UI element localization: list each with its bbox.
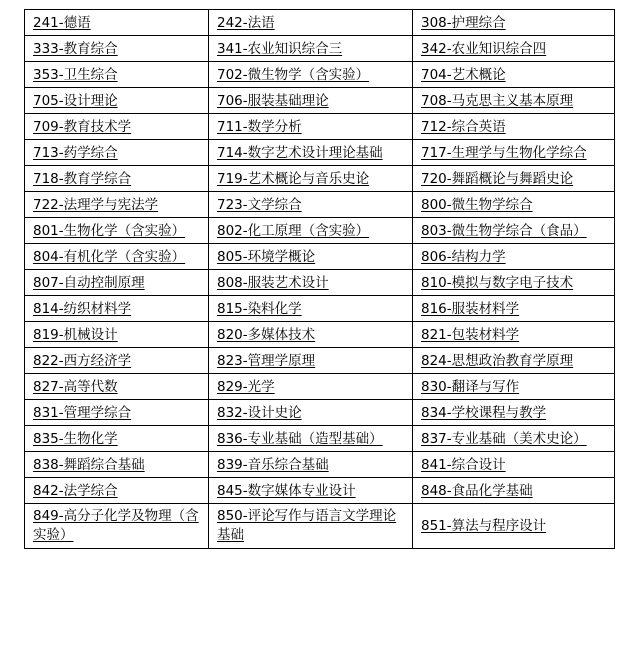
subject-link[interactable]: 718-教育学综合: [33, 171, 132, 187]
table-row: [25, 114, 615, 140]
subject-link[interactable]: 802-化工原理（含实验）: [217, 223, 370, 239]
subject-link[interactable]: 816-服装材料学: [421, 301, 520, 317]
table-row: [25, 452, 615, 478]
table-cell: [25, 140, 209, 166]
subject-link[interactable]: 709-教育技术学: [33, 119, 132, 135]
table-cell: [25, 296, 209, 322]
table-row: [25, 296, 615, 322]
table-cell: [209, 426, 413, 452]
table-cell: [413, 452, 615, 478]
table-cell: [25, 400, 209, 426]
subject-link[interactable]: 711-数学分析: [217, 119, 302, 135]
subject-link[interactable]: 342-农业知识综合四: [421, 41, 547, 57]
table-cell: [209, 36, 413, 62]
table-cell: [25, 166, 209, 192]
subject-link[interactable]: 821-包装材料学: [421, 327, 520, 343]
table-cell: [209, 62, 413, 88]
table-cell: [413, 374, 615, 400]
table-cell: [413, 114, 615, 140]
subject-link[interactable]: 333-教育综合: [33, 41, 118, 57]
subject-link[interactable]: 719-艺术概论与音乐史论: [217, 171, 370, 187]
subject-link[interactable]: 823-管理学原理: [217, 353, 316, 369]
table-cell: [209, 244, 413, 270]
subject-link[interactable]: 706-服装基础理论: [217, 93, 329, 109]
subject-link[interactable]: 814-纺织材料学: [33, 301, 132, 317]
table-cell: [25, 36, 209, 62]
table-row: [25, 10, 615, 36]
table-row: [25, 244, 615, 270]
table-cell: [413, 296, 615, 322]
subject-link[interactable]: 800-微生物学综合: [421, 197, 533, 213]
subject-link[interactable]: 845-数字媒体专业设计: [217, 483, 356, 499]
table-cell: [209, 504, 413, 549]
table-row: [25, 88, 615, 114]
subjects-table: [24, 9, 615, 549]
table-cell: [413, 166, 615, 192]
subject-link[interactable]: 708-马克思主义基本原理: [421, 93, 574, 109]
table-cell: [209, 374, 413, 400]
subject-link[interactable]: 805-环境学概论: [217, 249, 316, 265]
subject-link[interactable]: 806-结构力学: [421, 249, 506, 265]
table-row: [25, 36, 615, 62]
table-cell: [25, 88, 209, 114]
subject-link[interactable]: 851-算法与程序设计: [421, 517, 547, 534]
subject-link[interactable]: 807-自动控制原理: [33, 275, 145, 291]
subject-link[interactable]: 834-学校课程与教学: [421, 405, 547, 421]
subject-link[interactable]: 829-光学: [217, 379, 275, 395]
table-cell: [413, 504, 615, 549]
table-row: [25, 348, 615, 374]
subject-link[interactable]: 827-高等代数: [33, 379, 118, 395]
table-cell: [209, 400, 413, 426]
subject-link[interactable]: 341-农业知识综合三: [217, 41, 343, 57]
subject-link[interactable]: 705-设计理论: [33, 93, 118, 109]
table-cell: [209, 270, 413, 296]
table-row: [25, 426, 615, 452]
subject-link[interactable]: 308-护理综合: [421, 15, 506, 31]
subject-link[interactable]: 714-数字艺术设计理论基础: [217, 145, 383, 161]
table-cell: [209, 296, 413, 322]
subject-link[interactable]: 723-文学综合: [217, 197, 302, 213]
table-cell: [209, 114, 413, 140]
table-cell: [413, 322, 615, 348]
table-row: [25, 270, 615, 296]
subject-link[interactable]: 713-药学综合: [33, 145, 118, 161]
subject-link[interactable]: 830-翻译与写作: [421, 379, 520, 395]
table-cell: [25, 374, 209, 400]
table-cell: [209, 452, 413, 478]
table-cell: [25, 322, 209, 348]
subject-link[interactable]: 819-机械设计: [33, 327, 118, 343]
table-cell: [413, 192, 615, 218]
subject-link[interactable]: 839-音乐综合基础: [217, 457, 329, 473]
subject-link[interactable]: 720-舞蹈概论与舞蹈史论: [421, 171, 574, 187]
table-cell: [413, 218, 615, 244]
table-cell: [413, 426, 615, 452]
table-cell: [25, 10, 209, 36]
table-cell: [209, 348, 413, 374]
table-cell: [25, 192, 209, 218]
subject-link[interactable]: 836-专业基础（造型基础）: [217, 431, 383, 447]
subjects-table-body: [25, 10, 615, 549]
subject-link[interactable]: 241-德语: [33, 15, 91, 31]
table-cell: [25, 426, 209, 452]
table-cell: [413, 36, 615, 62]
subject-link[interactable]: 722-法理学与宪法学: [33, 197, 159, 213]
subject-link[interactable]: 808-服装艺术设计: [217, 275, 329, 291]
table-row: [25, 400, 615, 426]
table-row: [25, 62, 615, 88]
table-cell: [25, 452, 209, 478]
table-row: [25, 192, 615, 218]
subject-link[interactable]: 822-西方经济学: [33, 353, 132, 369]
subject-link[interactable]: 850-评论写作与语言文学理论基础: [217, 508, 397, 543]
table-row: [25, 166, 615, 192]
table-cell: [209, 478, 413, 504]
subject-link[interactable]: 832-设计史论: [217, 405, 302, 421]
subject-link[interactable]: 804-有机化学（含实验）: [33, 249, 186, 265]
table-cell: [413, 88, 615, 114]
table-cell: [413, 62, 615, 88]
subject-link[interactable]: 835-生物化学: [33, 431, 118, 447]
table-cell: [25, 348, 209, 374]
table-cell: [209, 192, 413, 218]
table-cell: [25, 114, 209, 140]
table-cell: [413, 478, 615, 504]
table-row: [25, 478, 615, 504]
subject-link[interactable]: 820-多媒体技术: [217, 327, 316, 343]
subject-link[interactable]: 842-法学综合: [33, 483, 118, 499]
table-cell: [209, 88, 413, 114]
subject-link[interactable]: 242-法语: [217, 15, 275, 31]
table-row: [25, 374, 615, 400]
table-cell: [25, 244, 209, 270]
table-cell: [209, 322, 413, 348]
table-cell: [413, 400, 615, 426]
subject-link[interactable]: 824-思想政治教育学原理: [421, 353, 574, 369]
subject-link[interactable]: 712-综合英语: [421, 119, 506, 135]
table-cell: [413, 244, 615, 270]
table-row: [25, 140, 615, 166]
table-cell: [25, 62, 209, 88]
table-cell: [209, 10, 413, 36]
table-cell: [25, 478, 209, 504]
subject-link[interactable]: 849-高分子化学及物理（含实验）: [33, 508, 199, 543]
table-cell: [25, 270, 209, 296]
subject-link[interactable]: 803-微生物学综合（食品）: [421, 223, 587, 239]
table-cell: [25, 504, 209, 549]
table-row: [25, 322, 615, 348]
subject-link[interactable]: 702-微生物学（含实验）: [217, 67, 370, 83]
subject-link[interactable]: 717-生理学与生物化学综合: [421, 145, 587, 161]
table-cell: [413, 140, 615, 166]
subject-link[interactable]: 841-综合设计: [421, 457, 506, 473]
subject-link[interactable]: 704-艺术概论: [421, 67, 506, 83]
table-cell: [25, 218, 209, 244]
table-row: [25, 218, 615, 244]
subject-link[interactable]: 810-模拟与数字电子技术: [421, 275, 574, 291]
table-cell: [209, 166, 413, 192]
table-cell: [413, 10, 615, 36]
table-cell: [209, 140, 413, 166]
table-row: [25, 504, 615, 549]
table-cell: [413, 270, 615, 296]
subject-link[interactable]: 831-管理学综合: [33, 405, 132, 421]
subject-link[interactable]: 848-食品化学基础: [421, 483, 533, 499]
subject-link[interactable]: 815-染料化学: [217, 301, 302, 317]
subject-link[interactable]: 353-卫生综合: [33, 67, 118, 83]
subject-link[interactable]: 837-专业基础（美术史论）: [421, 431, 587, 447]
subject-link[interactable]: 838-舞蹈综合基础: [33, 457, 145, 473]
table-cell: [209, 218, 413, 244]
subject-link[interactable]: 801-生物化学（含实验）: [33, 223, 186, 239]
table-cell: [413, 348, 615, 374]
